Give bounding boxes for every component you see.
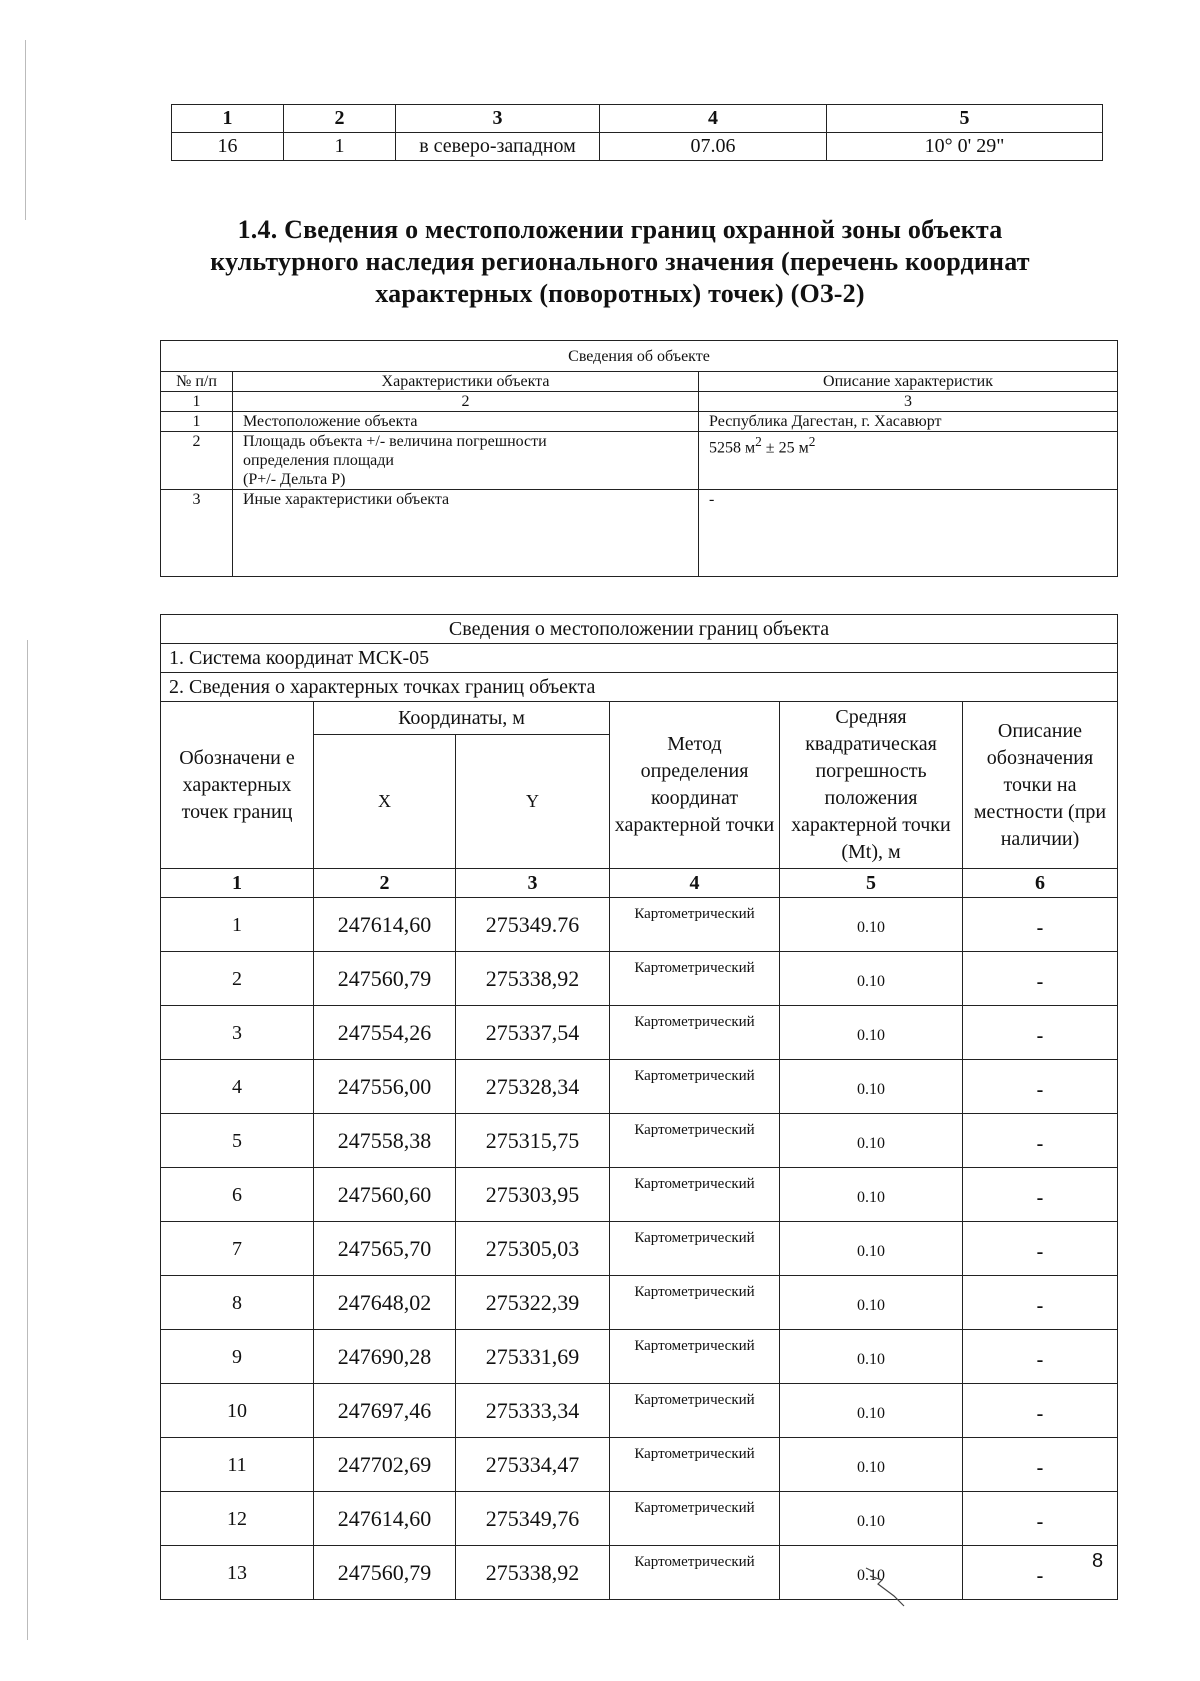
- point-err: 0.10: [780, 952, 963, 1006]
- point-desc: -: [963, 898, 1118, 952]
- cell: 1: [284, 133, 396, 161]
- points-title-row: [161, 673, 1118, 702]
- point-number: 1: [161, 898, 314, 952]
- continuation-table: [171, 104, 1103, 161]
- point-row: [161, 1060, 1118, 1114]
- point-x: 247648,02: [314, 1276, 456, 1330]
- description-header: Описание обозначения точки на местности (при наличии): [963, 702, 1118, 869]
- header-cell: 4: [600, 105, 827, 133]
- header-cell: 3: [396, 105, 600, 133]
- page-number: 8: [1092, 1550, 1104, 1572]
- point-number: 9: [161, 1330, 314, 1384]
- point-y: 275338,92: [456, 952, 610, 1006]
- pen-mark: [860, 1560, 920, 1610]
- column-number: 1: [161, 392, 233, 412]
- object-table-row: [161, 490, 1118, 577]
- text-line: (P+/- Дельта P): [243, 471, 346, 488]
- point-x: 247554,26: [314, 1006, 456, 1060]
- characteristic-value: Республика Дагестан, г. Хасавюрт: [699, 412, 1118, 432]
- point-y: 275349.76: [456, 898, 610, 952]
- column-number: 6: [963, 869, 1118, 898]
- coord-system-row: [161, 644, 1118, 673]
- point-y: 275337,54: [456, 1006, 610, 1060]
- point-row: [161, 1276, 1118, 1330]
- point-number: 6: [161, 1168, 314, 1222]
- scan-edge-line: [27, 640, 28, 1640]
- point-number: 13: [161, 1546, 314, 1600]
- point-y: 275305,03: [456, 1222, 610, 1276]
- column-number: 5: [780, 869, 963, 898]
- point-desc: -: [963, 1384, 1118, 1438]
- object-table-title: Сведения об объекте: [161, 341, 1118, 372]
- point-desc: -: [963, 952, 1118, 1006]
- point-number: 10: [161, 1384, 314, 1438]
- point-row: [161, 898, 1118, 952]
- point-x: 247614,60: [314, 1492, 456, 1546]
- boundary-table-title-row: [161, 615, 1118, 644]
- row-number: 1: [161, 412, 233, 432]
- error-header: Средняя квадратическая погрешность положения характерной точки (Mt), м: [780, 702, 963, 869]
- point-method: Картометрический: [610, 1060, 780, 1114]
- object-table-title-row: [161, 341, 1118, 372]
- characteristic-name: [233, 432, 699, 490]
- point-y: 275334,47: [456, 1438, 610, 1492]
- point-y: 275322,39: [456, 1276, 610, 1330]
- point-err: 0.10: [780, 1168, 963, 1222]
- cell: в северо-западном: [396, 133, 600, 161]
- point-method: Картометрический: [610, 1438, 780, 1492]
- point-y: 275303,95: [456, 1168, 610, 1222]
- heading-line: характерных (поворотных) точек) (ОЗ-2): [375, 279, 865, 308]
- point-number: 3: [161, 1006, 314, 1060]
- point-row: [161, 1330, 1118, 1384]
- point-row: [161, 1492, 1118, 1546]
- header-cell: Характеристики объекта: [233, 372, 699, 392]
- point-x: 247560,60: [314, 1168, 456, 1222]
- point-desc: -: [963, 1006, 1118, 1060]
- point-method: Картометрический: [610, 898, 780, 952]
- point-x: 247565,70: [314, 1222, 456, 1276]
- points-body: [161, 898, 1118, 1600]
- point-err: 0.10: [780, 1438, 963, 1492]
- column-number: 1: [161, 869, 314, 898]
- boundary-header-row: [161, 702, 1118, 735]
- point-desc: -: [963, 1330, 1118, 1384]
- characteristic-name: Местоположение объекта: [233, 412, 699, 432]
- point-desc: -: [963, 1438, 1118, 1492]
- text-line: определения площади: [243, 452, 394, 469]
- point-err: 0.10: [780, 1222, 963, 1276]
- coords-header: Координаты, м: [314, 702, 610, 735]
- point-err: 0.10: [780, 1114, 963, 1168]
- cell: 07.06: [600, 133, 827, 161]
- point-desc: -: [963, 1492, 1118, 1546]
- point-row: [161, 952, 1118, 1006]
- point-y: 275349,76: [456, 1492, 610, 1546]
- object-table-header-row: [161, 372, 1118, 392]
- point-row: [161, 1114, 1118, 1168]
- point-x: 247558,38: [314, 1114, 456, 1168]
- point-number: 5: [161, 1114, 314, 1168]
- point-number: 2: [161, 952, 314, 1006]
- method-header: Метод определения координат характерной точки: [610, 702, 780, 869]
- heading-line: 1.4. Сведения о местоположении границ охранной зоны объекта: [237, 215, 1003, 244]
- designation-header: Обозначени е характерных точек границ: [161, 702, 314, 869]
- cell: 10° 0' 29": [827, 133, 1103, 161]
- point-method: Картометрический: [610, 1114, 780, 1168]
- point-err: 0.10: [780, 1060, 963, 1114]
- point-x: 247690,28: [314, 1330, 456, 1384]
- point-row: [161, 1546, 1118, 1600]
- point-y: 275331,69: [456, 1330, 610, 1384]
- point-x: 247560,79: [314, 952, 456, 1006]
- point-method: Картометрический: [610, 1546, 780, 1600]
- heading-line: культурного наследия регионального значения (перечень координат: [210, 247, 1030, 276]
- cell: 16: [172, 133, 284, 161]
- points-title: 2. Сведения о характерных точках границ объекта: [161, 673, 1118, 702]
- object-table-row: [161, 412, 1118, 432]
- point-x: 247556,00: [314, 1060, 456, 1114]
- point-number: 8: [161, 1276, 314, 1330]
- row-number: 2: [161, 432, 233, 490]
- point-err: 0.10: [780, 1330, 963, 1384]
- continuation-table-row: [172, 133, 1103, 161]
- point-desc: -: [963, 1060, 1118, 1114]
- point-desc: -: [963, 1168, 1118, 1222]
- point-row: [161, 1006, 1118, 1060]
- point-number: 4: [161, 1060, 314, 1114]
- point-method: Картометрический: [610, 1276, 780, 1330]
- boundary-table-title: Сведения о местоположении границ объекта: [161, 615, 1118, 644]
- column-number: 4: [610, 869, 780, 898]
- point-x: 247560,79: [314, 1546, 456, 1600]
- point-desc: -: [963, 1546, 1118, 1600]
- point-err: 0.10: [780, 898, 963, 952]
- y-header: Y: [456, 735, 610, 869]
- point-y: 275315,75: [456, 1114, 610, 1168]
- point-err: 0.10: [780, 1492, 963, 1546]
- area-error: ± 25 м: [761, 439, 809, 457]
- point-x: 247614,60: [314, 898, 456, 952]
- point-err: 0.10: [780, 1006, 963, 1060]
- scan-edge-line: [25, 40, 26, 220]
- column-number: 2: [233, 392, 699, 412]
- point-row: [161, 1438, 1118, 1492]
- point-y: 275328,34: [456, 1060, 610, 1114]
- header-cell: Описание характеристик: [699, 372, 1118, 392]
- superscript: 2: [755, 434, 762, 449]
- text-line: Площадь объекта +/- величина погрешности: [243, 433, 547, 450]
- header-cell: 2: [284, 105, 396, 133]
- point-x: 247702,69: [314, 1438, 456, 1492]
- point-row: [161, 1222, 1118, 1276]
- column-number: 2: [314, 869, 456, 898]
- boundary-points-table: [160, 614, 1118, 1600]
- point-method: Картометрический: [610, 952, 780, 1006]
- point-err: 0.10: [780, 1276, 963, 1330]
- object-table-numbers-row: [161, 392, 1118, 412]
- point-desc: -: [963, 1222, 1118, 1276]
- point-err: 0.10: [780, 1384, 963, 1438]
- point-x: 247697,46: [314, 1384, 456, 1438]
- area-value: 5258 м: [709, 439, 756, 457]
- header-cell: 5: [827, 105, 1103, 133]
- point-y: 275333,34: [456, 1384, 610, 1438]
- header-cell: № п/п: [161, 372, 233, 392]
- point-number: 12: [161, 1492, 314, 1546]
- point-y: 275338,92: [456, 1546, 610, 1600]
- characteristic-value: -: [699, 490, 1118, 577]
- header-cell: 1: [172, 105, 284, 133]
- row-number: 3: [161, 490, 233, 577]
- object-table-row: [161, 432, 1118, 490]
- point-row: [161, 1384, 1118, 1438]
- continuation-table-header: [172, 105, 1103, 133]
- point-method: Картометрический: [610, 1330, 780, 1384]
- point-number: 7: [161, 1222, 314, 1276]
- point-method: Картометрический: [610, 1384, 780, 1438]
- point-number: 11: [161, 1438, 314, 1492]
- x-header: X: [314, 735, 456, 869]
- section-heading: [150, 214, 1090, 310]
- object-info-table: [160, 340, 1118, 577]
- point-method: Картометрический: [610, 1168, 780, 1222]
- point-desc: -: [963, 1114, 1118, 1168]
- characteristic-name: Иные характеристики объекта: [233, 490, 699, 577]
- coord-system: 1. Система координат МСК-05: [161, 644, 1118, 673]
- point-method: Картометрический: [610, 1222, 780, 1276]
- point-desc: -: [963, 1276, 1118, 1330]
- boundary-numbers-row: [161, 869, 1118, 898]
- superscript: 2: [808, 434, 816, 449]
- point-method: Картометрический: [610, 1492, 780, 1546]
- column-number: 3: [456, 869, 610, 898]
- point-method: Картометрический: [610, 1006, 780, 1060]
- column-number: 3: [699, 392, 1118, 412]
- point-err: 0.10: [780, 1546, 963, 1600]
- characteristic-value: [699, 432, 1118, 490]
- point-row: [161, 1168, 1118, 1222]
